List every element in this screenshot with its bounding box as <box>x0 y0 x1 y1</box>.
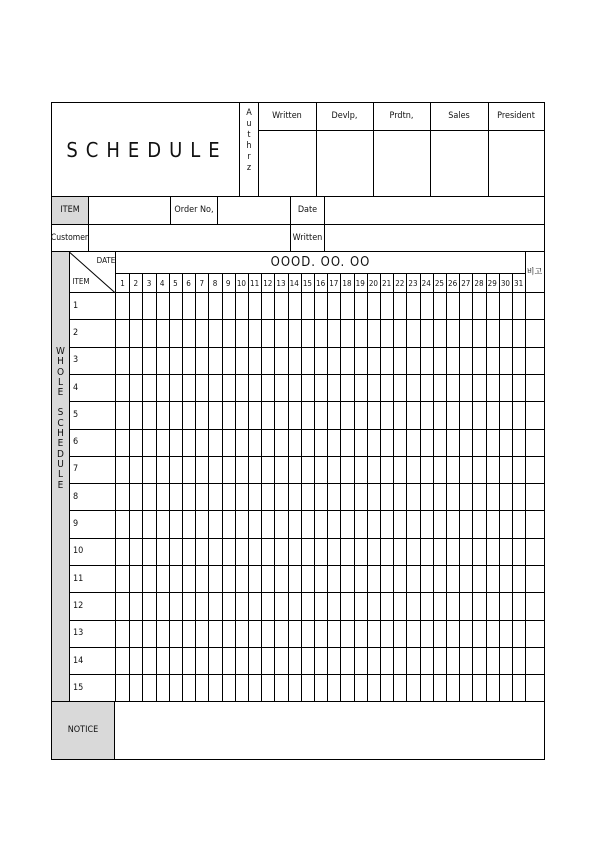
side-label-letter: E <box>57 438 64 450</box>
day-number: 17 <box>329 278 339 288</box>
row-number: 12 <box>73 600 84 611</box>
side-label-letter: O <box>56 366 65 378</box>
side-label-letter: U <box>57 458 64 470</box>
day-grid-line <box>235 273 236 701</box>
month-row-line <box>115 273 525 274</box>
customer-label: Customer <box>50 232 89 243</box>
item-label: ITEM <box>60 205 80 215</box>
day-number: 23 <box>408 278 418 288</box>
day-number: 30 <box>500 278 510 288</box>
day-grid-line <box>499 273 500 701</box>
day-grid-line <box>222 273 223 701</box>
row-grid-line <box>69 674 544 675</box>
day-number: 25 <box>434 278 444 288</box>
date-divider-2 <box>324 196 325 251</box>
day-grid-line <box>367 273 368 701</box>
authrz-divider <box>258 103 259 196</box>
day-grid-line <box>340 273 341 701</box>
row-grid-line <box>69 565 544 566</box>
row-number: 13 <box>73 628 84 639</box>
day-grid-line <box>248 273 249 701</box>
day-number: 2 <box>133 278 139 288</box>
day-grid-line <box>274 273 275 701</box>
day-grid-line <box>406 273 407 701</box>
row-number: 10 <box>73 546 84 557</box>
day-number: 1 <box>120 278 125 288</box>
day-number: 9 <box>225 278 231 288</box>
row-number: 15 <box>73 682 84 693</box>
day-grid-line <box>142 273 143 701</box>
notice-field[interactable] <box>115 702 544 759</box>
row-grid-line <box>69 429 544 430</box>
approval-label-1: Devlp, <box>331 111 358 121</box>
day-number: 6 <box>186 278 191 288</box>
day-grid-line <box>486 273 487 701</box>
form-title: SCHEDULE <box>66 138 228 162</box>
day-grid-line <box>472 273 473 701</box>
day-number: 11 <box>250 278 260 288</box>
day-grid-line <box>433 273 434 701</box>
day-number: 4 <box>159 278 165 288</box>
day-grid-line <box>420 273 421 701</box>
notice-label: NOTICE <box>67 725 99 735</box>
authorize-letter: u <box>246 119 252 129</box>
approval-col-line <box>373 103 374 196</box>
row-number: 14 <box>73 655 84 666</box>
day-number: 16 <box>316 278 326 288</box>
written-field[interactable] <box>325 225 544 251</box>
day-number: 8 <box>212 278 218 288</box>
day-number: 27 <box>461 278 471 288</box>
side-label-letter: L <box>57 469 63 481</box>
day-number: 13 <box>276 278 286 288</box>
authorize-letter: h <box>246 141 252 151</box>
day-grid-line <box>261 273 262 701</box>
day-number: 12 <box>263 278 273 288</box>
remarks-divider <box>525 251 526 701</box>
row-grid-line <box>69 401 544 402</box>
row-number: 5 <box>73 409 79 420</box>
row-number: 2 <box>73 327 79 338</box>
order-divider-2 <box>217 196 218 224</box>
day-number: 29 <box>487 278 497 288</box>
order-no-label: Order No, <box>174 205 214 215</box>
day-number: 22 <box>395 278 405 288</box>
row-number: 6 <box>73 437 79 448</box>
day-grid-line <box>354 273 355 701</box>
row-grid-line <box>69 620 544 621</box>
row-grid-line <box>69 510 544 511</box>
day-number: 3 <box>146 278 152 288</box>
day-grid-line <box>327 273 328 701</box>
day-grid-line <box>393 273 394 701</box>
schedule-bottom-line <box>52 701 544 702</box>
approval-col-line <box>488 103 489 196</box>
day-number: 5 <box>173 278 178 288</box>
header-item-label: ITEM <box>72 277 90 286</box>
notice-divider <box>114 701 115 759</box>
date-divider-1 <box>290 196 291 251</box>
day-grid-line <box>301 273 302 701</box>
customer-row-line <box>52 251 544 252</box>
side-label-letter: S <box>57 407 64 419</box>
day-grid-line <box>459 273 460 701</box>
day-number: 19 <box>355 278 365 288</box>
authorize-label <box>240 108 258 174</box>
row-grid-line <box>69 647 544 648</box>
day-grid-line <box>208 273 209 701</box>
day-grid-line <box>195 273 196 701</box>
day-number: 20 <box>368 278 378 288</box>
day-grid-line <box>288 273 289 701</box>
row-number: 8 <box>73 491 79 502</box>
day-grid-line <box>182 273 183 701</box>
row-grid-line <box>69 319 544 320</box>
approval-label-2: Prdtn, <box>389 111 414 121</box>
approval-signature-box[interactable] <box>317 131 373 195</box>
authorize-letter: A <box>246 108 252 118</box>
header-date-label: DATE <box>96 256 116 265</box>
header-bottom-line <box>69 292 544 293</box>
approval-col-line <box>316 103 317 196</box>
day-number: 26 <box>448 278 458 288</box>
row-number: 7 <box>73 464 79 475</box>
day-grid-line <box>380 273 381 701</box>
customer-field[interactable] <box>89 225 290 251</box>
approval-signature-box[interactable] <box>259 131 316 195</box>
day-number: 14 <box>289 278 299 288</box>
day-grid-line <box>446 273 447 701</box>
approval-label-0: Written <box>272 111 302 121</box>
approval-signature-box[interactable] <box>431 131 488 195</box>
approval-signature-box[interactable] <box>489 131 544 195</box>
row-grid-line <box>69 592 544 593</box>
row-grid-line <box>69 347 544 348</box>
date-label: Date <box>297 205 318 215</box>
authorize-letter: t <box>247 130 251 140</box>
authorize-letter: z <box>246 163 252 173</box>
day-number: 31 <box>514 278 524 288</box>
approval-label-4: President <box>497 111 535 121</box>
month-placeholder: OOOD. OO. OO <box>270 255 371 270</box>
side-label-letter: E <box>57 387 64 399</box>
date-field[interactable] <box>325 197 544 224</box>
side-label-letter: E <box>57 479 64 491</box>
approval-label-3: Sales <box>448 111 470 121</box>
row-number: 4 <box>73 382 79 393</box>
day-grid-line <box>512 273 513 701</box>
whole-schedule-label <box>52 347 69 491</box>
day-number: 24 <box>421 278 431 288</box>
day-grid-line <box>314 273 315 701</box>
row-grid-line <box>69 374 544 375</box>
day-number: 7 <box>199 278 205 288</box>
remarks-label: 비고 <box>526 267 543 276</box>
info-label-divider <box>88 196 89 251</box>
written-label: Written <box>292 232 323 243</box>
info-row-line <box>52 224 544 225</box>
title-divider <box>239 103 240 196</box>
side-label-letter: C <box>57 417 64 429</box>
approval-header-line <box>258 130 544 131</box>
row-grid-line <box>69 538 544 539</box>
row-number: 11 <box>73 573 84 584</box>
side-label-letter: H <box>57 356 64 368</box>
item-value-field[interactable] <box>89 197 170 224</box>
row-number: 3 <box>73 355 79 366</box>
day-grid-line <box>169 273 170 701</box>
row-grid-line <box>69 483 544 484</box>
day-number: 10 <box>236 278 246 288</box>
authorize-letter: r <box>247 152 251 162</box>
day-number: 18 <box>342 278 352 288</box>
side-label-letter: H <box>57 428 64 440</box>
side-label-letter: L <box>57 376 63 388</box>
day-number: 28 <box>474 278 484 288</box>
item-col-divider <box>115 251 116 701</box>
title-bottom-line <box>52 196 544 197</box>
day-grid-line <box>156 273 157 701</box>
side-label-letter: W <box>56 346 65 357</box>
row-grid-line <box>69 456 544 457</box>
order-no-field[interactable] <box>218 197 290 224</box>
day-number: 15 <box>302 278 312 288</box>
row-number: 1 <box>73 300 79 311</box>
day-number: 21 <box>382 278 392 288</box>
approval-signature-box[interactable] <box>374 131 430 195</box>
row-number: 9 <box>73 519 79 530</box>
side-label-letter: D <box>57 448 64 460</box>
approval-col-line <box>430 103 431 196</box>
order-divider-1 <box>170 196 171 224</box>
day-grid-line <box>129 273 130 701</box>
side-label-divider <box>69 251 70 701</box>
